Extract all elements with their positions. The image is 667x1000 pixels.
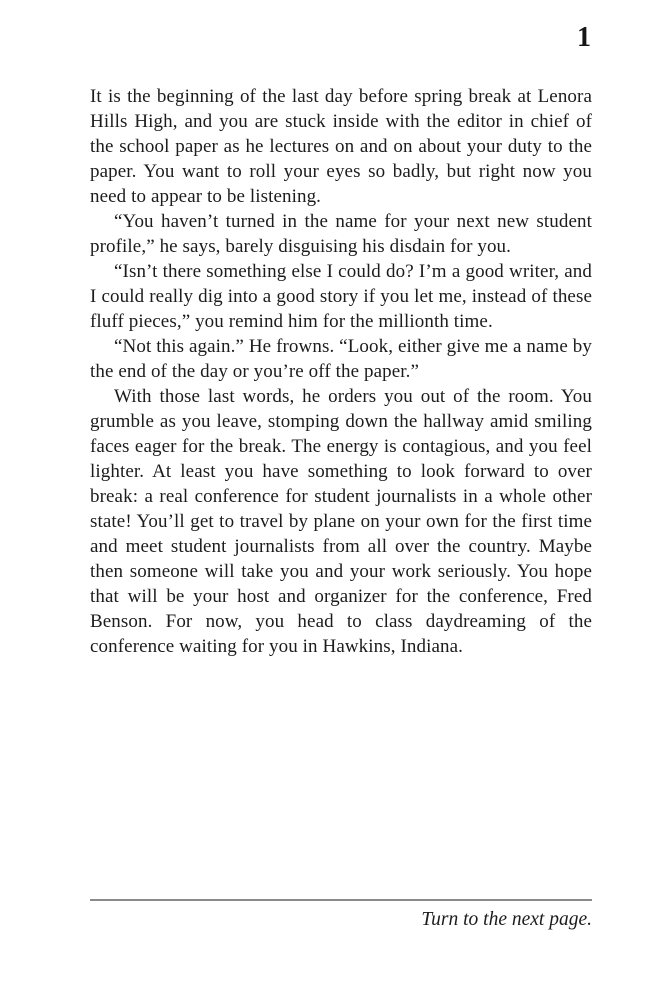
- story-paragraph: “Isn’t there something else I could do? I’m a good writer, and I could really dig into a good story if you let me, instead of these fluff pieces,” you remind him for the millionth time.: [90, 261, 592, 332]
- story-paragraph: It is the beginning of the last day before spring break at Lenora Hills High, and you are stuck inside with the editor in chief of the school paper as he lectures on and on about your duty to the paper. You want to roll your eyes so badly, but right now you need to appear to be listening.: [90, 86, 592, 207]
- turn-page-instruction: Turn to the next page.: [421, 909, 592, 930]
- story-paragraph: “Not this again.” He frowns. “Look, either give me a name by the end of the day or you’re off the paper.”: [90, 336, 592, 382]
- page-number: 1: [577, 22, 591, 53]
- page-footer: [90, 899, 592, 931]
- story-paragraph: “You haven’t turned in the name for your next new student profile,” he says, barely disguising his disdain for you.: [90, 211, 592, 257]
- story-paragraph: With those last words, he orders you out of the room. You grumble as you leave, stomping down the hallway amid smiling faces eager for the break. The energy is contagious, and you feel lighter. At least you have something to look forward to over break: a real conference for student journalists in a whole other state! You’ll get to travel by plane on your own for the first time and meet student journalists from all over the country. Maybe then someone will take you and your work seriously. You hope that will be your host and organizer for the conference, Fred Benson. For now, you head to class daydreaming of the conference waiting for you in Hawkins, Indiana.: [90, 386, 592, 657]
- story-text: [90, 84, 592, 659]
